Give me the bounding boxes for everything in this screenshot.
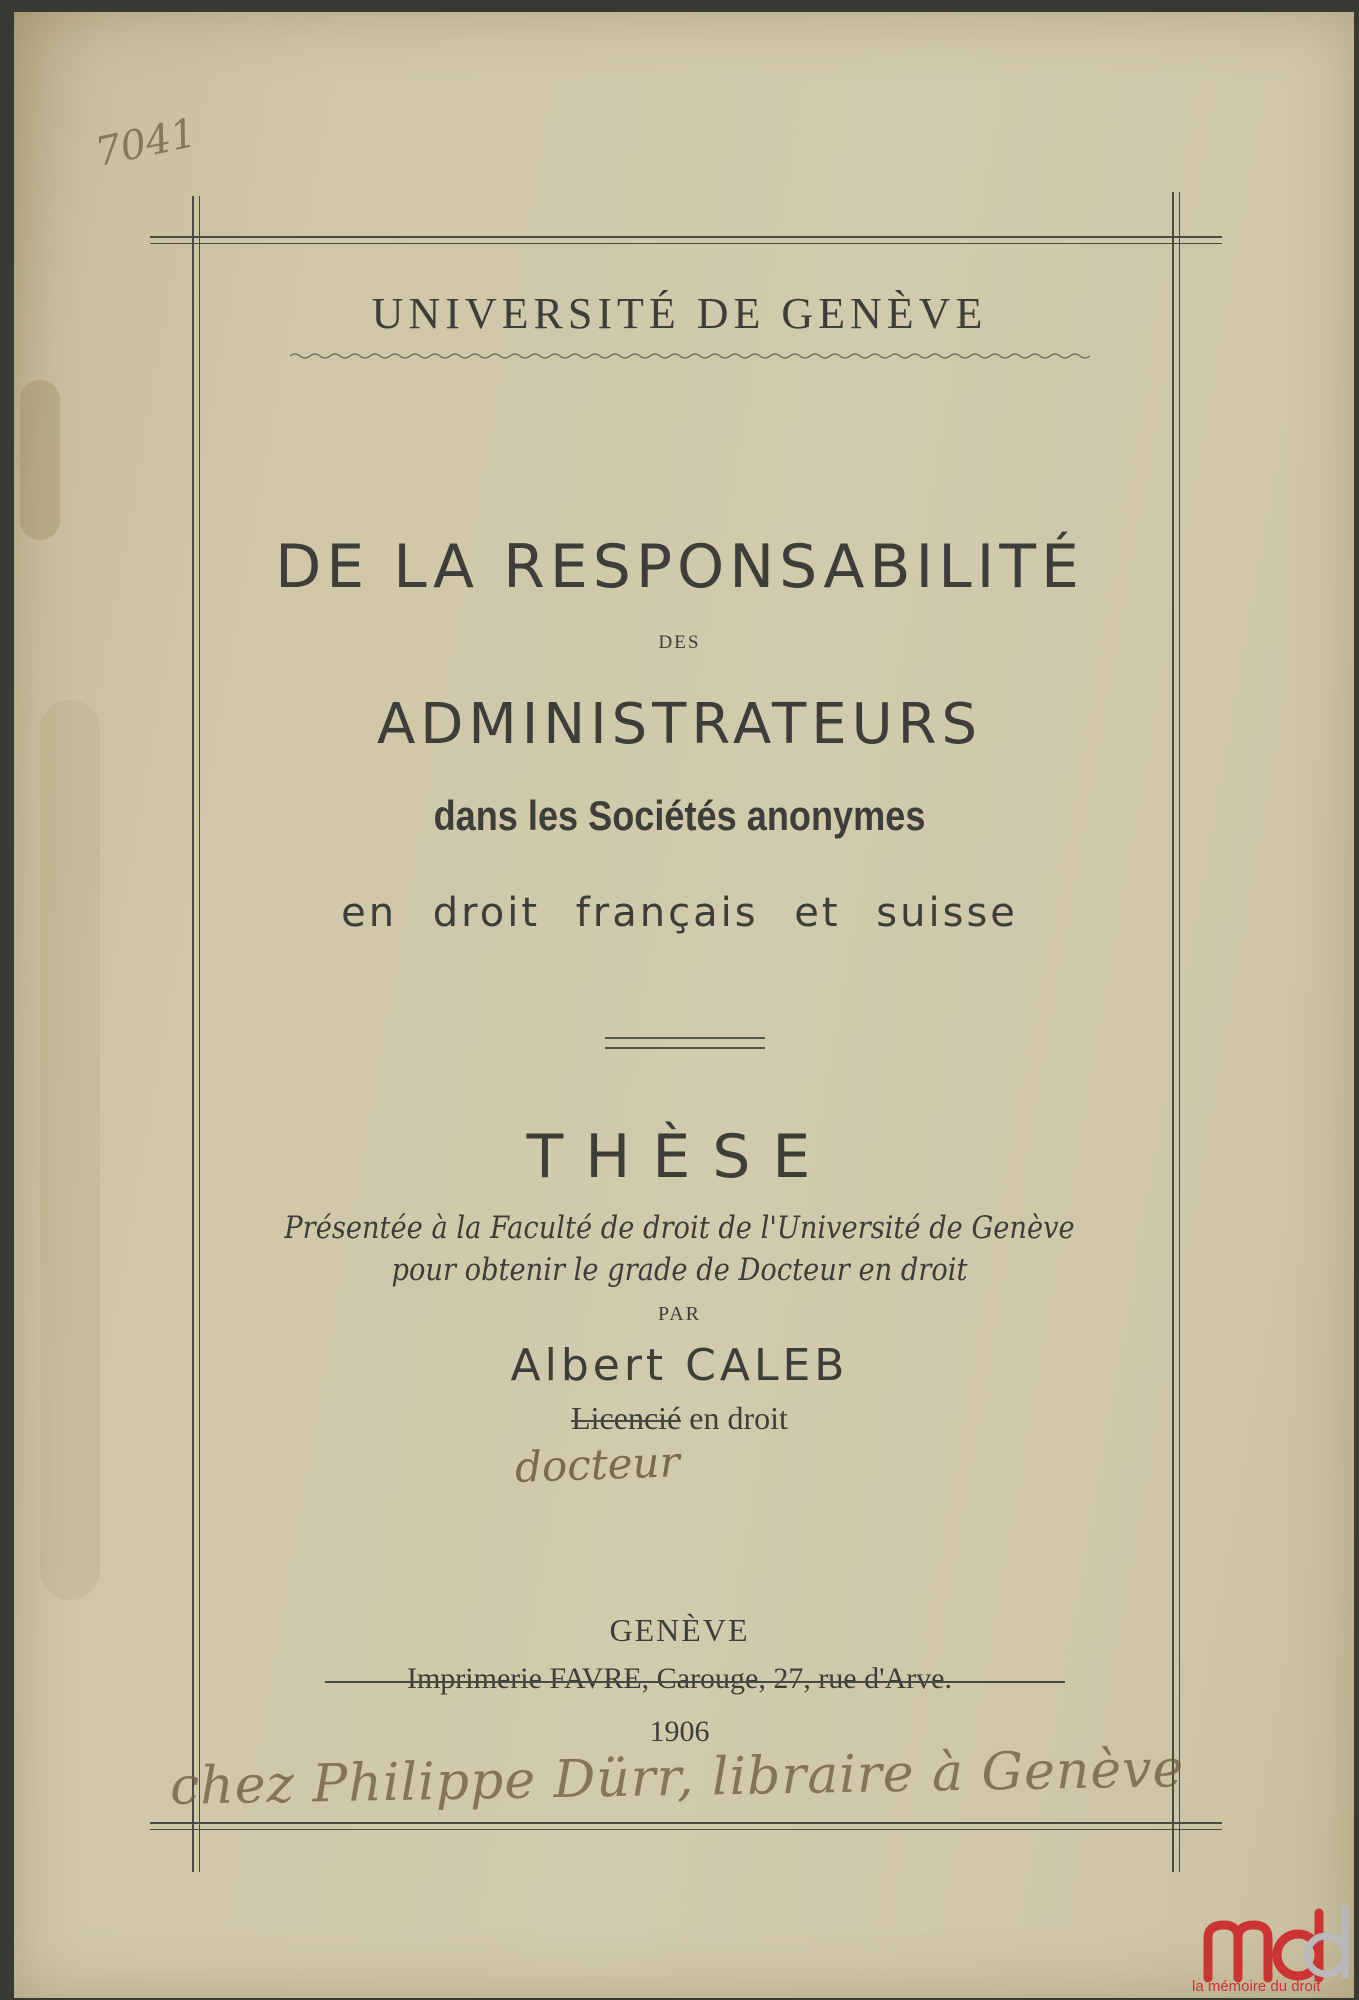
credential-rest: en droit (681, 1400, 788, 1436)
border-top-rule (150, 236, 1222, 238)
border-top-rule-inner (150, 243, 1222, 244)
title-des: DES (658, 632, 701, 653)
these-heading: THÈSE (526, 1122, 833, 1192)
title-line-2: ADMINISTRATEURS (376, 692, 983, 757)
handwritten-bookseller: chez Philippe Dürr, libraire à Genève (169, 1739, 1185, 1817)
double-rule-divider (605, 1037, 765, 1049)
licencie-text: Licencié (571, 1400, 682, 1436)
author-credential (0, 1400, 1359, 1437)
border-bottom-rule (150, 1822, 1222, 1824)
border-bottom-rule-inner (150, 1829, 1222, 1830)
author-name: Albert CALEB (510, 1340, 849, 1391)
stain (20, 380, 60, 540)
subtitle-2: en droit français et suisse (341, 890, 1018, 936)
struck-word (571, 1400, 681, 1437)
publication-year: 1906 (649, 1715, 710, 1748)
presentation-line: Présentée à la Faculté de droit de l'Université de Genève (284, 1210, 1075, 1246)
printer-strikethrough (325, 1681, 1065, 1683)
university-heading: UNIVERSITÉ DE GENÈVE (371, 289, 988, 338)
par-label: PAR (657, 1303, 702, 1325)
logo-tagline: la mémoire du droit (1192, 1978, 1321, 1995)
handwritten-number: 7041 (91, 109, 201, 177)
title-line-1: DE LA RESPONSABILITÉ (275, 532, 1084, 602)
printer-line: Imprimerie FAVRE, Carouge, 27, rue d'Arve. (406, 1662, 952, 1695)
subtitle: dans les Sociétés anonymes (433, 792, 926, 839)
wavy-rule (290, 352, 1090, 360)
degree-line: pour obtenir le grade de Docteur en droit (391, 1252, 968, 1288)
handwritten-docteur: docteur (514, 1437, 681, 1492)
strikethrough (571, 1420, 681, 1422)
place-of-publication: GENÈVE (609, 1612, 750, 1648)
